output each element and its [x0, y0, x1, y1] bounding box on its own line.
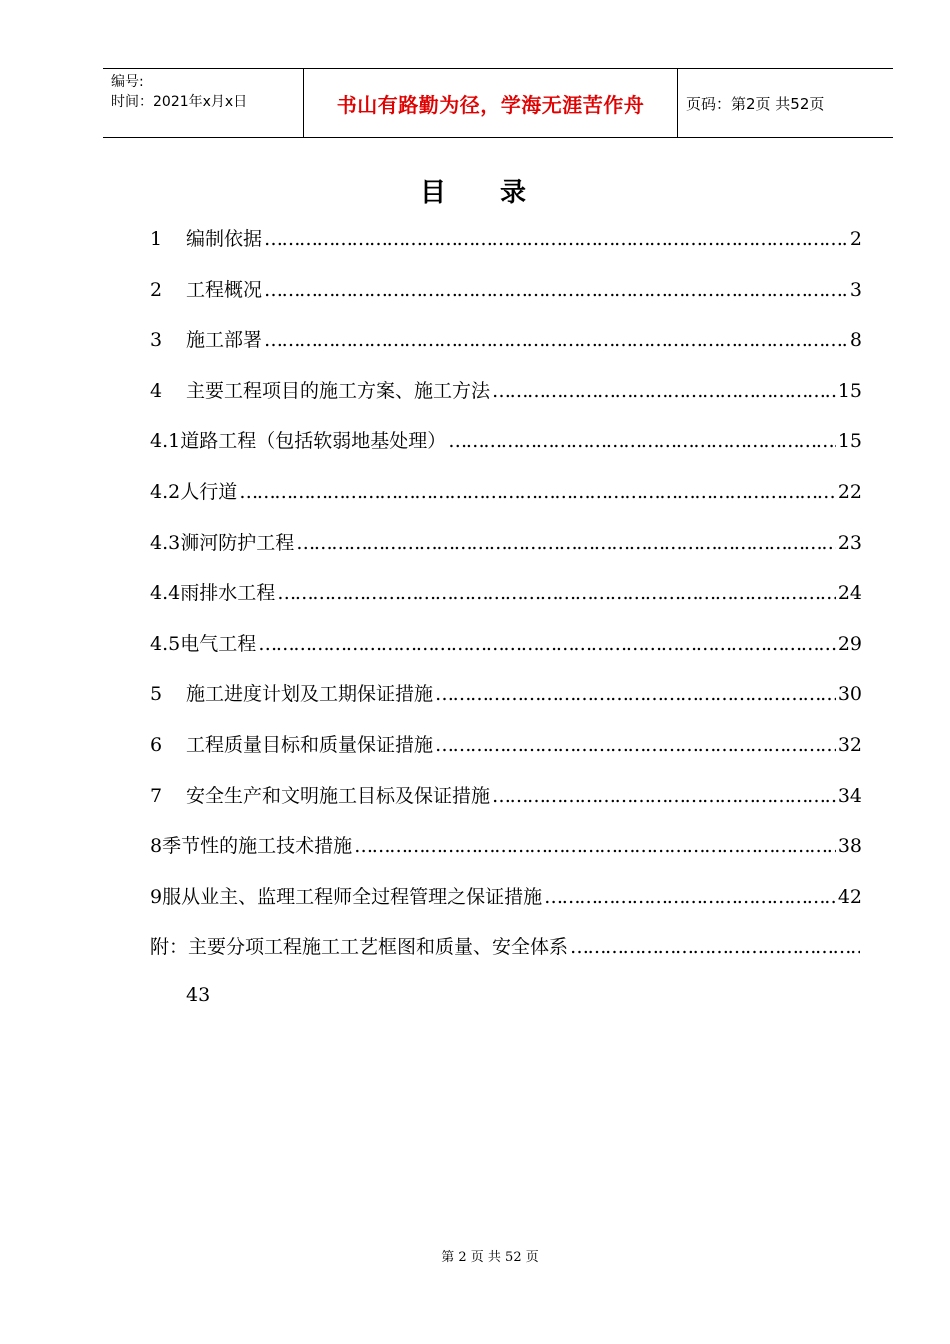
toc-entry-5[interactable] [150, 677, 862, 728]
toc-entry-number: 1 [150, 228, 163, 250]
toc-entry-page: 42 [837, 885, 862, 908]
toc-entry-label: 主要分项工程施工工艺框图和质量、安全体系 [188, 936, 569, 959]
toc-entry-4-1[interactable] [150, 424, 862, 475]
toc-entry-number: 4.5 [150, 632, 181, 655]
toc-leader-dots [354, 829, 836, 863]
toc-leader-dots [492, 374, 836, 408]
toc-entry-label: 服从业主、监理工程师全过程管理之保证措施 [162, 885, 543, 908]
toc-entry-number: 2 [150, 278, 163, 301]
toc-entry-6[interactable] [150, 728, 862, 779]
toc-entry-label: 施工进度计划及工期保证措施 [186, 683, 434, 706]
toc-entry-2[interactable] [150, 273, 862, 324]
toc-entry-number: 4.4 [150, 582, 181, 605]
toc-entry-page: 3 [849, 278, 862, 301]
header-motto: 书山有路勤为径，学海无涯苦作舟 [304, 69, 678, 137]
toc-leader-dots [264, 323, 848, 357]
toc-entry-page: 8 [849, 329, 862, 352]
toc-leader-dots [544, 880, 836, 914]
toc-entry-page: 32 [837, 733, 862, 756]
toc-entry-label: 道路工程（包括软弱地基处理） [180, 430, 447, 453]
toc-entry-4-3[interactable] [150, 526, 862, 577]
toc-entry-9[interactable] [150, 880, 862, 931]
number-label: 编号: [111, 74, 144, 90]
toc-entry-label: 雨排水工程 [180, 582, 276, 605]
toc-entry-label: 主要工程项目的施工方案、施工方法 [186, 379, 491, 402]
toc-entry-page: 23 [837, 531, 862, 554]
toc-entry-number: 4.1 [150, 430, 181, 453]
toc-entry-8[interactable] [150, 829, 862, 880]
toc-entry-label: 编制依据 [186, 228, 263, 250]
toc-appendix-page-number: 43 [186, 984, 211, 1006]
toc-leader-dots [435, 677, 836, 711]
toc-entry-page: 24 [837, 582, 862, 605]
toc-leader-dots [277, 576, 836, 610]
toc-entry-number: 3 [150, 329, 163, 352]
toc-entry-number: 6 [150, 733, 163, 756]
toc-entry-4-5[interactable] [150, 627, 862, 678]
toc-entry-label: 工程概况 [186, 278, 263, 301]
document-header [103, 68, 893, 138]
toc-entry-label: 安全生产和文明施工目标及保证措施 [186, 784, 491, 807]
time-label: 时间：2021年x月x日 [111, 94, 248, 110]
toc-entry-page: 15 [837, 379, 862, 402]
toc-entry-number: 4 [150, 379, 163, 402]
toc-entry-page: 2 [849, 228, 862, 250]
header-meta-cell [103, 69, 304, 137]
toc-entry-page: 29 [837, 632, 862, 655]
toc-entry-appendix[interactable] [150, 930, 862, 981]
toc-entry-number: 8 [150, 835, 163, 858]
toc-entry-number: 9 [150, 885, 163, 908]
header-page-info: 页码：第2页 共52页 [686, 94, 825, 113]
toc-leader-dots [264, 273, 848, 307]
page-footer: 第 2 页 共 52 页 [441, 1250, 539, 1265]
toc-entry-page: 38 [837, 835, 862, 858]
toc-entry-number: 5 [150, 683, 163, 706]
toc-leader-dots [239, 475, 836, 509]
toc-entry-page: 22 [837, 480, 862, 503]
table-of-contents [150, 222, 862, 981]
toc-entry-4-4[interactable] [150, 576, 862, 627]
toc-entry-1[interactable] [150, 222, 862, 273]
toc-entry-number: 7 [150, 784, 163, 807]
toc-entry-number: 4.2 [150, 480, 181, 503]
toc-entry-page: 15 [837, 430, 862, 453]
toc-entry-label: 工程质量目标和质量保证措施 [186, 733, 434, 756]
toc-entry-label: 浉河防护工程 [180, 531, 295, 554]
toc-leader-dots [448, 424, 836, 458]
toc-leader-dots [296, 526, 836, 560]
toc-entry-page: 30 [837, 683, 862, 706]
toc-entry-label: 施工部署 [186, 329, 263, 352]
toc-leader-dots [435, 728, 836, 762]
toc-entry-number: 4.3 [150, 531, 181, 554]
toc-leader-dots [264, 222, 848, 256]
toc-entry-7[interactable] [150, 779, 862, 830]
toc-entry-3[interactable] [150, 323, 862, 374]
toc-entry-label: 电气工程 [180, 632, 257, 655]
toc-entry-page: 34 [837, 784, 862, 807]
toc-entry-4-2[interactable] [150, 475, 862, 526]
toc-entry-label: 人行道 [180, 480, 238, 503]
toc-leader-dots [570, 930, 860, 964]
toc-title: 目录 [419, 178, 580, 208]
toc-leader-dots [492, 779, 836, 813]
toc-entry-label: 季节性的施工技术措施 [162, 835, 353, 858]
toc-entry-number: 附： [150, 936, 189, 959]
toc-entry-4[interactable] [150, 374, 862, 425]
toc-leader-dots [258, 627, 836, 661]
